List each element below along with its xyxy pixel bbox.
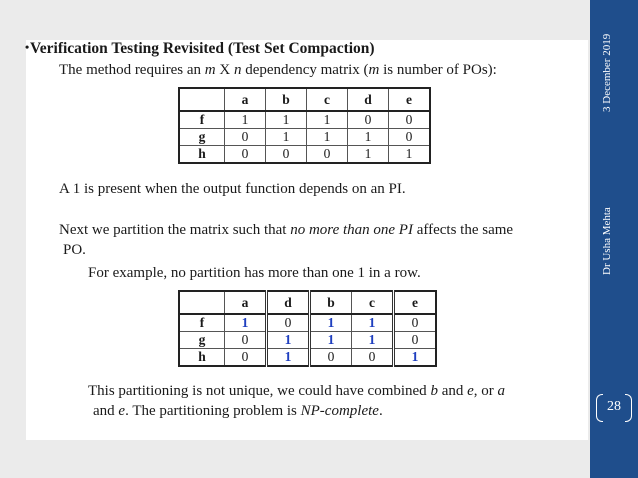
table-cell: 0 (225, 146, 266, 164)
table-cell: 1 (307, 111, 348, 129)
left-bracket-icon (596, 394, 603, 422)
closing-a: a (497, 383, 506, 399)
table-header-row (179, 291, 436, 314)
intro-line (59, 62, 497, 79)
closing-text-1: This partitioning is not unique, we could have combined (88, 383, 431, 399)
closing-text-4: and (93, 403, 119, 419)
table-row (179, 129, 430, 146)
column-header: c (307, 88, 348, 111)
table-cell: 1 (394, 349, 437, 367)
page-number (596, 392, 632, 422)
closing-text-3: , or (473, 383, 498, 399)
intro-text-4: is number of POs): (379, 62, 497, 78)
table-cell: 1 (352, 314, 394, 332)
table-cell: 0 (266, 146, 307, 164)
column-header: b (310, 291, 352, 314)
column-header: d (348, 88, 389, 111)
intro-text-1: The method requires an (59, 62, 205, 78)
sidebar-author: Dr Usha Mehta (601, 207, 613, 275)
table-corner (179, 88, 225, 111)
table-cell: 0 (310, 349, 352, 367)
column-header: d (267, 291, 310, 314)
table-header-row (179, 88, 430, 111)
closing-text-6: . (378, 403, 383, 419)
intro-m2: m (368, 62, 380, 78)
table-cell: 1 (267, 349, 310, 367)
table-row (179, 332, 436, 349)
table-cell: 0 (394, 332, 437, 349)
intro-m: m (204, 62, 216, 78)
table-cell: 0 (348, 111, 389, 129)
page-number-text: 28 (607, 399, 621, 414)
table-cell: 1 (352, 332, 394, 349)
table-cell: 1 (310, 314, 352, 332)
right-bracket-icon (625, 394, 632, 422)
dependency-matrix-table (178, 87, 431, 164)
partitioned-matrix-table (178, 290, 437, 367)
table-cell: 0 (352, 349, 394, 367)
statement-line: A 1 is present when the output function depends on an PI. (59, 181, 406, 197)
table-cell: 1 (310, 332, 352, 349)
slide-content (26, 40, 588, 440)
partition-text-1: Next we partition the matrix such that (59, 222, 291, 238)
row-label: g (179, 332, 225, 349)
column-header: e (389, 88, 431, 111)
table-row (179, 111, 430, 129)
table-row (179, 314, 436, 332)
table-cell: 0 (225, 349, 267, 367)
table-cell: 1 (225, 314, 267, 332)
table-cell: 1 (307, 129, 348, 146)
column-header: b (266, 88, 307, 111)
sidebar-date: 3 December 2019 (601, 33, 613, 113)
slide-title-text: Verification Testing Revisited (Test Set Compaction) (30, 40, 375, 57)
closing-text-2: and (437, 383, 468, 399)
table-cell: 0 (394, 314, 437, 332)
closing-b: b (430, 383, 438, 399)
intro-text-2: X (215, 62, 234, 78)
column-header: a (225, 291, 267, 314)
partition-line-2: PO. (63, 242, 86, 258)
partition-line (59, 222, 513, 239)
table-row (179, 146, 430, 164)
closing-e: e (467, 383, 474, 399)
table-cell: 1 (266, 111, 307, 129)
bullet-icon: • (25, 40, 30, 54)
column-header: e (394, 291, 437, 314)
row-label: g (179, 129, 225, 146)
table-cell: 0 (225, 129, 266, 146)
intro-n: n (233, 62, 242, 78)
row-label: f (179, 111, 225, 129)
closing-text-5: . The partitioning problem is (125, 403, 301, 419)
closing-e2: e (118, 403, 126, 419)
table-cell: 0 (389, 129, 431, 146)
table-cell: 0 (307, 146, 348, 164)
example-line: For example, no partition has more than one 1 in a row. (88, 265, 421, 281)
partition-text-2: affects the same (412, 222, 514, 238)
column-header: a (225, 88, 266, 111)
table-cell: 1 (225, 111, 266, 129)
table-row (179, 349, 436, 367)
intro-text-3: dependency matrix ( (241, 62, 369, 78)
table-cell: 1 (267, 332, 310, 349)
column-header: c (352, 291, 394, 314)
closing-np-complete: NP-complete (300, 403, 379, 419)
slide-title (25, 40, 375, 58)
row-label: f (179, 314, 225, 332)
table-cell: 1 (348, 146, 389, 164)
closing-line (88, 383, 505, 400)
table-cell: 0 (389, 111, 431, 129)
partition-emphasis: no more than one PI (290, 222, 413, 238)
row-label: h (179, 146, 225, 164)
row-label: h (179, 349, 225, 367)
closing-line-2 (93, 403, 383, 420)
table-corner (179, 291, 225, 314)
table-cell: 1 (348, 129, 389, 146)
table-cell: 0 (267, 314, 310, 332)
table-cell: 1 (266, 129, 307, 146)
table-cell: 0 (225, 332, 267, 349)
table-cell: 1 (389, 146, 431, 164)
